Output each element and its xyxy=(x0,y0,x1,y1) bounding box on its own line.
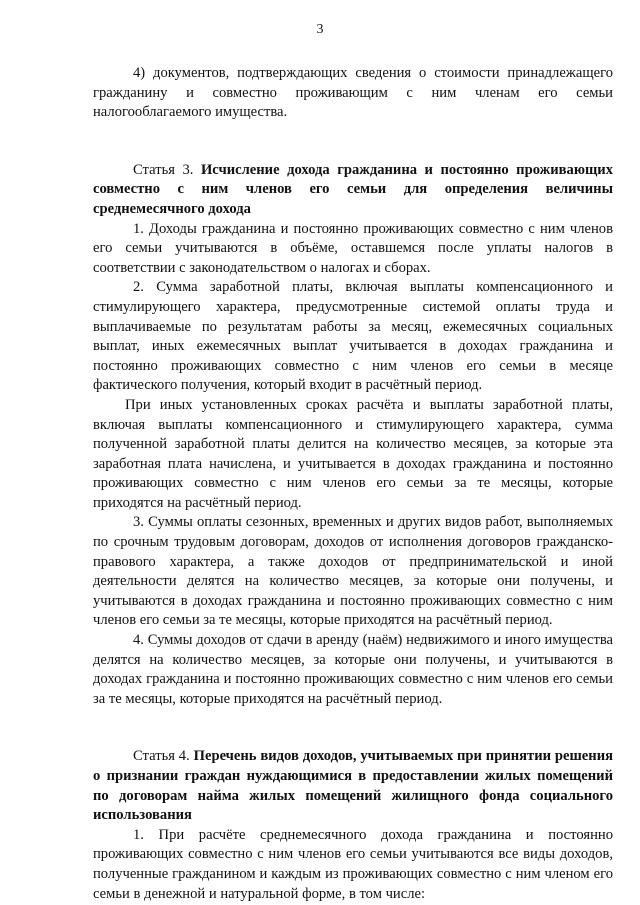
article-3-paragraph-4: 3. Суммы оплаты сезонных, временных и других видов работ, выполняемых по срочным трудовым договорам, доходов от исполнения договоров гражданско-правового характера, а также доходов от предпринимательской и иной деятельности делятся на количество месяцев, за которые они получены, и учитываются в доходах гражданина и постоянно проживающих совместно с ним членов его семьи за те месяцы, которые приходятся на расчётный период. xyxy=(93,514,613,629)
spacer xyxy=(93,123,613,161)
article-3-title: Исчисление дохода гражданина и постоянно проживающих совместно с ним членов его семьи для определения величины среднемесячного дохода xyxy=(93,161,613,217)
article-4-prefix: Статья 4. xyxy=(133,748,194,765)
article-3-paragraph-3: При иных установленных сроках расчёта и выплаты заработной платы, включая выплаты компенсационного и стимулирующего характера, сумма полученной заработной платы делится на количество месяцев, за которые эта заработная плата начислена, и учитывается в доходах гражданина и постоянно проживающих совместно с ним членов его семьи за те месяцы, которые приходятся на расчётный период. xyxy=(93,396,613,511)
article-4-title: Перечень видов доходов, учитываемых при принятии решения о признании граждан нуждающимися в предоставлении жилых помещений по договорам найма жилых помещений жилищного фонда социального использования xyxy=(93,748,613,824)
list-item-4: 4) документов, подтверждающих сведения о стоимости принадлежащего гражданину и совместно проживающим с ним членам его семьи налогооблагаемого имущества. xyxy=(93,65,613,121)
article-3-paragraph-5: 4. Суммы доходов от сдачи в аренду (наём) недвижимого и иного имущества делятся на количество месяцев, за которые они получены, и учитываются в доходах гражданина и постоянно проживающих совместно с ним членов его семьи за те месяцы, которые приходятся на расчётный период. xyxy=(93,632,613,707)
document-body xyxy=(93,64,613,904)
article-3-heading xyxy=(93,161,613,220)
article-3-paragraph-1: 1. Доходы гражданина и постоянно проживающих совместно с ним членов его семьи учитываются в объёме, оставшемся после уплаты налогов в соответствии с законодательством о налогах и сборах. xyxy=(93,220,613,276)
article-4-paragraph-1: 1. При расчёте среднемесячного дохода гражданина и постоянно проживающих совместно с ним членов его семьи учитываются все виды доходов, полученные гражданином и каждым из проживающих совместно с ним членом его семьи в денежной и натуральной форме, в том числе: xyxy=(93,826,613,902)
article-3-prefix: Статья 3. xyxy=(133,161,201,178)
spacer xyxy=(93,709,613,747)
page-number: 3 xyxy=(316,22,324,37)
article-3-paragraph-2: 2. Сумма заработной платы, включая выплаты компенсационного и стимулирующего характера, предусмотренные системой оплаты труда и выплачиваемые по результатам работы за месяц, ежемесячных социальных выплат, иных ежемесячных выплат учитывается в доходах гражданина и постоянно проживающих совместно с ним членов его семьи в месяце фактического получения, который входит в расчётный период. xyxy=(93,279,613,394)
article-4-heading xyxy=(93,747,613,825)
